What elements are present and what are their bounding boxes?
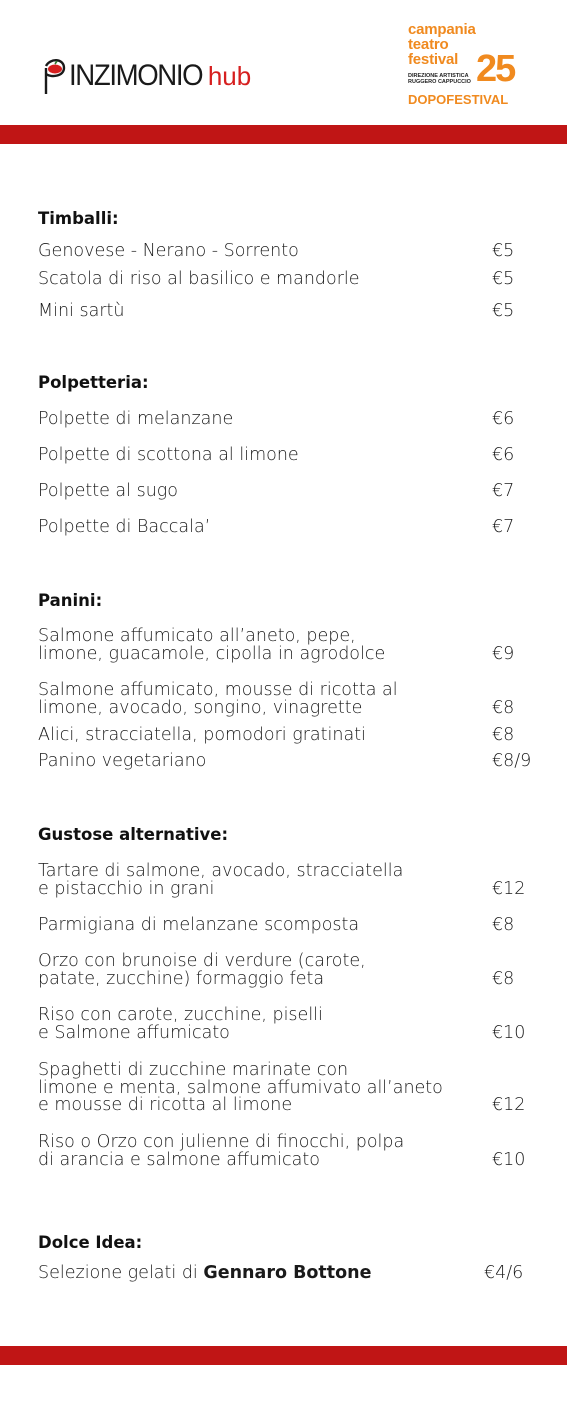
item-price: €9 xyxy=(492,643,515,664)
item-price: €12 xyxy=(492,1095,526,1115)
menu-item xyxy=(38,682,548,717)
section-title-gustose-alternative: Gustose alternative: xyxy=(38,825,229,844)
item-price: €8/9 xyxy=(492,751,532,771)
festival-line-1: campania xyxy=(408,21,476,38)
item-price: €7 xyxy=(492,517,515,537)
item-name: Spaghetti di zucchine marinate con limone e menta, salmone affumivato all’aneto e mousse di ricotta al limone xyxy=(38,1060,443,1115)
dopofestival-label: DOPOFESTIVAL xyxy=(408,92,509,107)
item-price: €5 xyxy=(492,269,515,289)
item-price: €5 xyxy=(492,301,515,321)
item-name: Riso con carote, zucchine, piselli e Salmone affumicato xyxy=(38,1005,323,1043)
menu-item xyxy=(38,271,548,289)
item-name: Scatola di riso al basilico e mandorle xyxy=(38,269,360,289)
top-red-bar xyxy=(0,125,567,144)
item-name: Polpette di scottona al limone xyxy=(38,445,299,465)
item-price: €5 xyxy=(492,241,515,261)
item-price: €8 xyxy=(492,725,515,745)
item-name: Genovese - Nerano - Sorrento xyxy=(38,241,299,261)
header xyxy=(0,0,567,125)
menu-item xyxy=(38,863,548,898)
festival-direction-line-1: DIREZIONE ARTISTICA xyxy=(408,73,469,79)
item-price: €6 xyxy=(492,445,515,465)
item-name: Parmigiana di melanzane scomposta xyxy=(38,915,360,935)
item-name: Polpette di Baccala’ xyxy=(38,517,211,537)
menu-item xyxy=(38,1265,548,1283)
menu-item xyxy=(38,1134,548,1169)
festival-line-2: teatro xyxy=(408,36,449,53)
item-name: Alici, stracciatella, pomodori gratinati xyxy=(38,725,366,745)
campania-teatro-festival-logo xyxy=(408,21,538,107)
menu-item xyxy=(38,753,548,771)
item-price: €4/6 xyxy=(484,1263,524,1283)
menu-item xyxy=(38,411,548,429)
menu-item xyxy=(38,953,548,988)
menu-item xyxy=(38,628,548,663)
menu-item xyxy=(38,917,548,935)
item-price: €8 xyxy=(492,968,515,989)
item-name-prefix: Selezione gelati di xyxy=(38,1263,204,1283)
item-price: €10 xyxy=(492,1149,526,1170)
menu-item xyxy=(38,519,548,537)
section-title-panini: Panini: xyxy=(38,591,103,610)
item-name: Panino vegetariano xyxy=(38,751,207,771)
section-title-dolce-idea: Dolce Idea: xyxy=(38,1233,143,1252)
item-name: Riso o Orzo con julienne di finocchi, polpa di arancia e salmone affumicato xyxy=(38,1132,405,1170)
bottom-red-bar xyxy=(0,1346,567,1365)
menu-item xyxy=(38,1062,548,1115)
menu-item xyxy=(38,303,548,321)
section-title-polpetteria: Polpetteria: xyxy=(38,373,149,392)
menu-item xyxy=(38,727,548,745)
item-name xyxy=(38,1265,493,1283)
item-name: Tartare di salmone, avocado, stracciatella e pistacchio in grani xyxy=(38,861,404,899)
menu-item xyxy=(38,243,548,261)
item-name: Polpette al sugo xyxy=(38,481,178,501)
item-name: Mini sartù xyxy=(38,301,125,321)
logo-hub-text: hub xyxy=(207,61,252,91)
logo-text: INZIMONIO xyxy=(69,59,203,92)
item-price: €10 xyxy=(492,1022,526,1043)
menu-item xyxy=(38,1007,548,1042)
item-price: €6 xyxy=(492,409,515,429)
section-title-timballi: Timballi: xyxy=(38,209,119,228)
festival-direction-line-2: RUGGERO CAPPUCCIO xyxy=(408,79,471,85)
item-name: Orzo con brunoise di verdure (carote, patate, zucchine) formaggio feta xyxy=(38,951,366,989)
item-name-brand: Gennaro Bottone xyxy=(203,1263,372,1283)
pepper-logo-icon xyxy=(42,56,68,96)
item-price: €8 xyxy=(492,697,515,718)
item-price: €8 xyxy=(492,915,515,935)
item-price: €7 xyxy=(492,481,515,501)
item-name: Salmone affumicato, mousse di ricotta al limone, avocado, songino, vinagrette xyxy=(38,680,398,718)
item-name: Polpette di melanzane xyxy=(38,409,234,429)
menu-item xyxy=(38,483,548,501)
menu-item xyxy=(38,447,548,465)
festival-line-3: festival xyxy=(408,51,459,68)
item-price: €12 xyxy=(492,878,526,899)
item-name: Salmone affumicato all’aneto, pepe, limone, guacamole, cipolla in agrodolce xyxy=(38,626,386,664)
festival-direction xyxy=(408,73,478,85)
pinzimonio-logo xyxy=(42,46,251,96)
festival-number: 25 xyxy=(476,48,515,90)
